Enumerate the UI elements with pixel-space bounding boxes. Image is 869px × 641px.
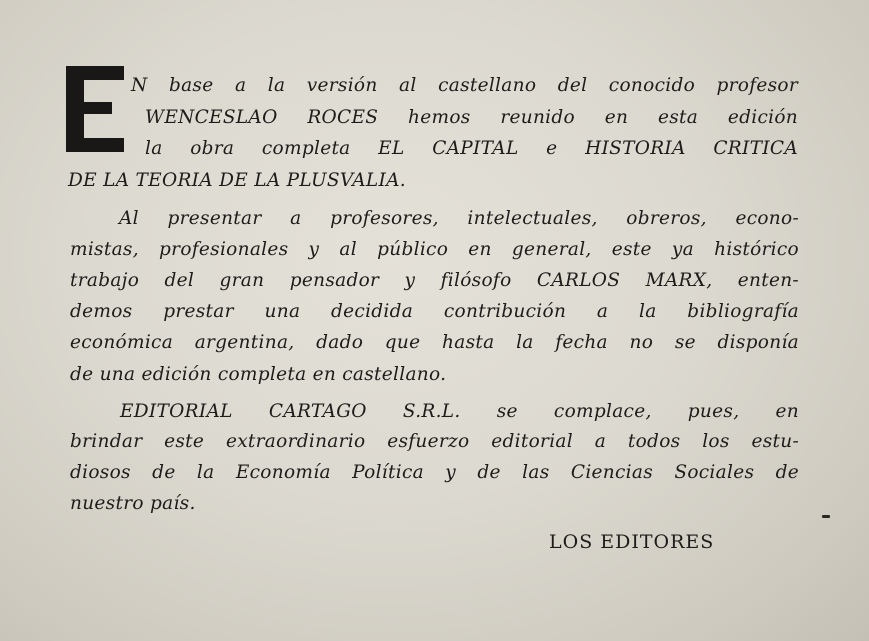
text-line: EDITORIAL CARTAGO S.R.L. se complace, pues, en — [120, 401, 799, 422]
text-line: WENCESLAO ROCES hemos reunido en esta edición — [145, 107, 798, 128]
text-line: diosos de la Economía Política y de las Ciencias Sociales de — [70, 462, 799, 483]
text-line: económica argentina, dado que hasta la fecha no se disponía — [70, 332, 799, 353]
text-line: N base a la versión al castellano del conocido profesor — [131, 75, 798, 96]
ink-speck — [822, 515, 830, 518]
text-line: la obra completa EL CAPITAL e HISTORIA CRITICA — [145, 138, 798, 159]
text-line: trabajo del gran pensador y filósofo CARLOS MARX, enten- — [70, 270, 799, 291]
text-line: demos prestar una decidida contribución a la bibliografía — [70, 301, 799, 322]
text-line: nuestro país. — [70, 493, 196, 514]
text-line: brindar este extraordinario esfuerzo editorial a todos los estu- — [70, 431, 799, 452]
dropcap-letter-e — [66, 66, 124, 152]
text-line: Al presentar a profesores, intelectuales, obreros, econo- — [119, 208, 799, 229]
signature: LOS EDITORES — [549, 531, 715, 553]
text-line: de una edición completa en castellano. — [70, 364, 447, 385]
text-line: mistas, profesionales y al público en general, este ya histórico — [70, 239, 799, 260]
text-line: DE LA TEORIA DE LA PLUSVALIA. — [68, 170, 406, 191]
